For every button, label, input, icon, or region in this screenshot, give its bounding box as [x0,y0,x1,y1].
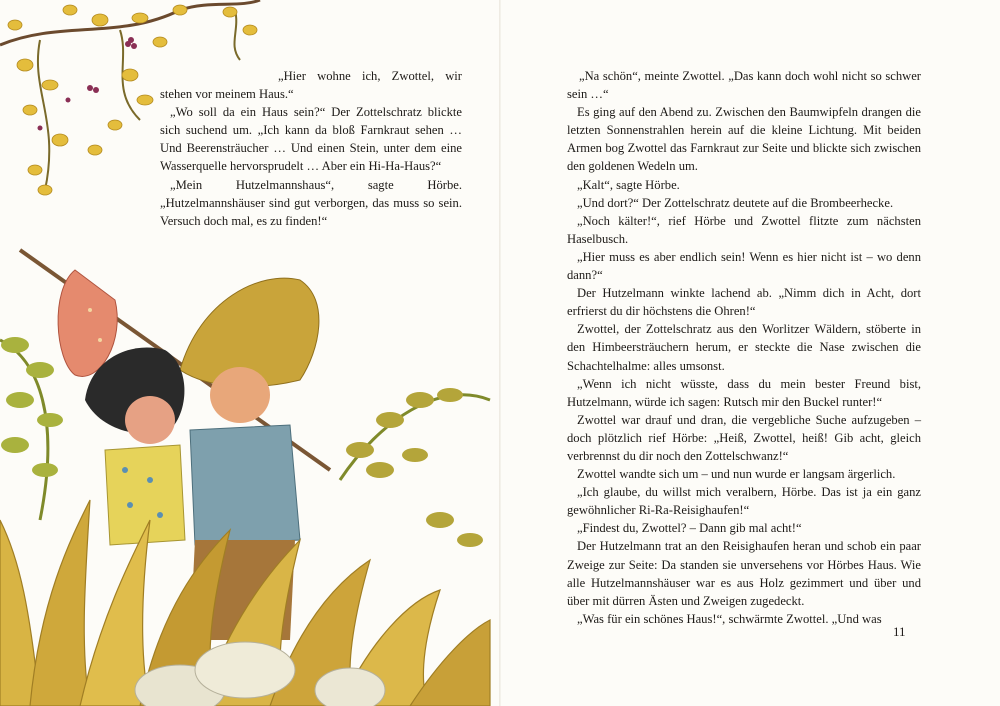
left-page-text [160,67,462,230]
right-page-text [567,67,921,628]
paragraph: „Na schön“, meinte Zwottel. „Das kann doch wohl nicht so schwer sein …“ [567,69,921,102]
paragraph: „Wo soll da ein Haus sein?“ Der Zottelschratz blickte sich suchend um. „Ich kann da bloß Farnkraut sehen … Und Beerensträucher … Und einen Stein, unter dem eine Wasserquelle hervorsprudelt … Aber ein Hi-Ha-Haus?“ [160,105,462,174]
paragraph: „Hier wohne ich, Zwottel, wir stehen vor meinem Haus.“ [160,69,462,102]
paragraph: „Und dort?“ Der Zottelschratz deutete auf die Brombeerhecke. [577,195,894,210]
paragraph: Der Hutzelmann winkte lachend ab. „Nimm dich in Acht, dort erfrierst du dir höchstens die Ohren!“ [567,286,921,319]
paragraph: „Wenn ich nicht wüsste, dass du mein bester Freund bist, Hutzelmann, würde ich sagen: Rutsch mir den Buckel runter!“ [567,376,921,409]
paragraph: „Hier muss es aber endlich sein! Wenn es hier nicht ist – wo denn dann?“ [567,249,921,283]
paragraph: „Noch kälter!“, rief Hörbe und Zwottel flitzte zum nächsten Haselbusch. [567,213,921,246]
paragraph: Zwottel war drauf und dran, die vergebliche Suche aufzugeben – doch plötzlich rief Hörbe: „Heiß, Zwottel, heiß! Gib acht, gleich verbrennst du dir noch den Zottelschwanz!“ [567,412,921,463]
paragraph: Zwottel, der Zottelschratz aus den Worlitzer Wäldern, stöberte in den Himbeersträuchern herum, er steckte die Nase zwischen die Schachtelhalme: alles umsonst. [567,322,921,373]
paragraph: „Kalt“, sagte Hörbe. [577,177,680,192]
paragraph: „Mein Hutzelmannshaus“, sagte Hörbe. „Hutzelmannshäuser sind gut verborgen, das muss so sein. Versuch doch mal, es zu finden!“ [160,177,462,228]
paragraph: „Was für ein schönes Haus!“, schwärmte Zwottel. „Und was [577,611,882,626]
paragraph: Zwottel wandte sich um – und nun wurde er langsam ärgerlich. [577,467,896,482]
paragraph: Es ging auf den Abend zu. Zwischen den Baumwipfeln drangen die letzten Sonnenstrahlen herein auf die kleine Lichtung. Mit beiden Armen bog Zwottel das Farnkraut zur Seite und blickte sich zwischen den goldenen Wedeln um. [567,105,921,174]
paragraph: „Ich glaube, du willst mich veralbern, Hörbe. Das ist ja ein ganz gewöhnlicher Ri-Ra-Reisighaufen!“ [567,485,921,518]
paragraph: „Findest du, Zwottel? – Dann gib mal acht!“ [577,521,802,536]
page-number: 11 [893,624,906,639]
right-page [500,0,1000,706]
paragraph: Der Hutzelmann trat an den Reisighaufen heran und schob ein paar Zweige zur Seite: Da standen sie unversehens vor Hörbes Haus. Wie alle Hutzelmannshäuser war es aus Holz gezimmert und über und über mit dürren Ästen und Zweigen zugedeckt. [567,539,921,608]
